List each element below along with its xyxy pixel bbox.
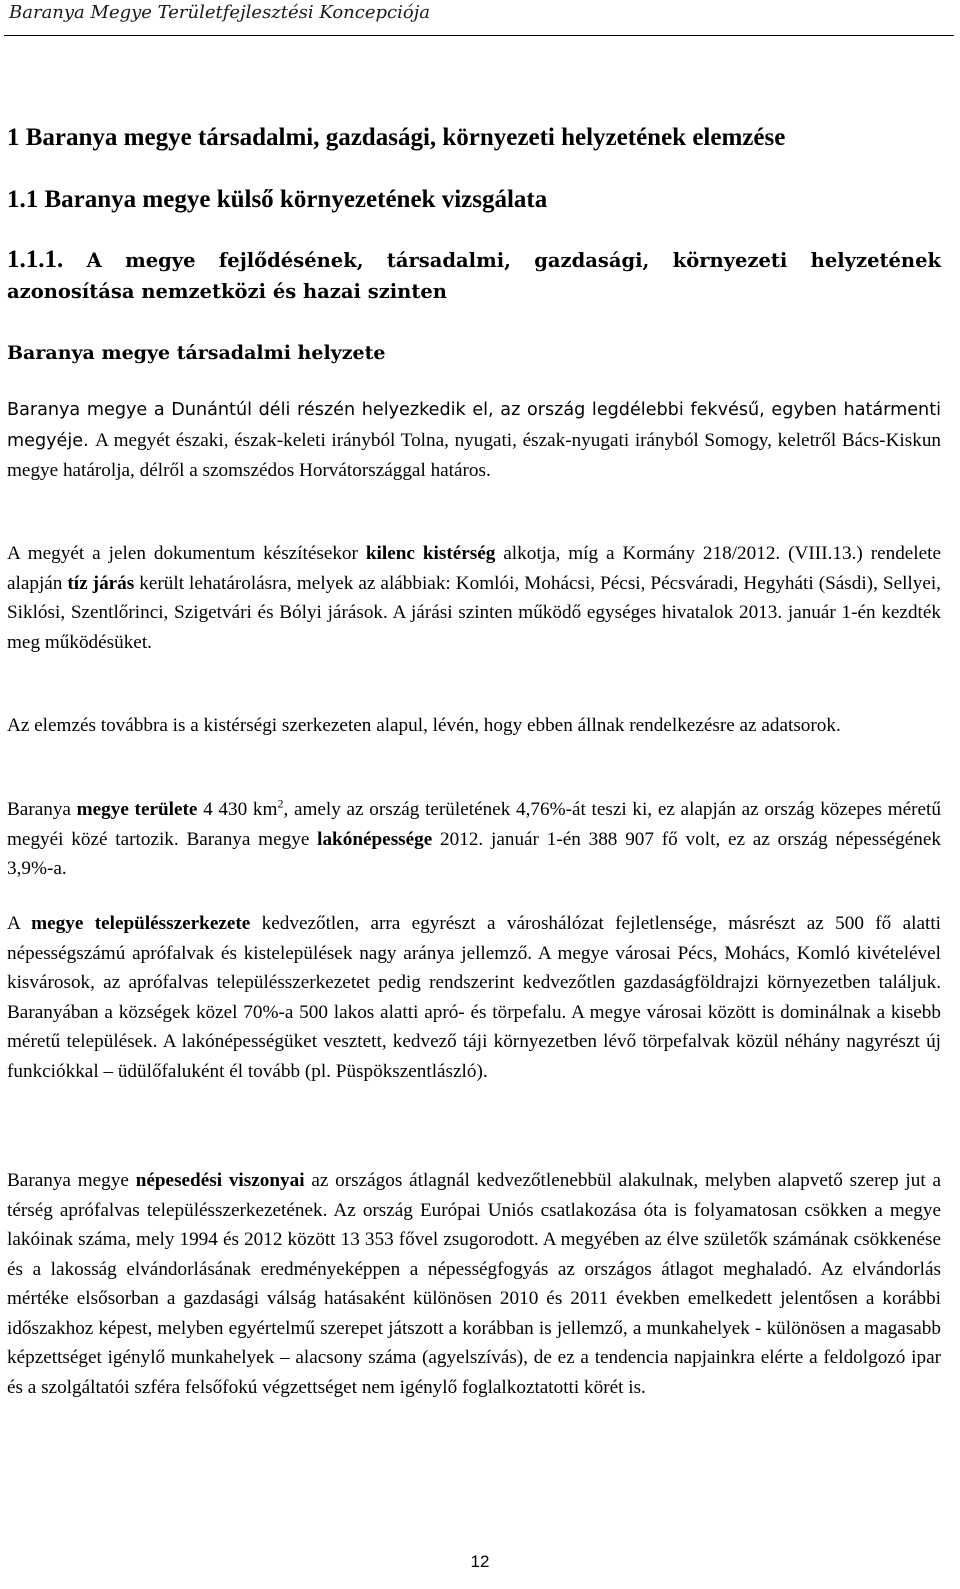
paragraph-location-serif: A megyét északi, észak-keleti irányból Tolna, nyugati, észak-nyugati irányból Somogy, keletről Bács-Kiskun megye határolja, délről a szomszédos Horvátországgal határos. [7, 429, 942, 481]
paragraph-demographics [7, 1166, 941, 1402]
section-subheading: Baranya megye társadalmi helyzete [7, 342, 386, 364]
bold-term: kilenc kistérség [365, 543, 496, 564]
paragraph-districts [7, 539, 941, 657]
bold-term: lakónépessége [317, 828, 433, 850]
paragraph-location [7, 396, 941, 487]
text-run: Baranya [7, 799, 77, 820]
superscript: 2 [277, 796, 284, 811]
text-run: 2012. január 1-én 388 907 fő volt, ez az ország népességének 3,9%-a. [7, 828, 941, 879]
paragraph-location-sans: Baranya megye a Dunántúl déli részén helyezkedik el, az ország legdélebbi fekvésű, egyben határmenti megyéje. [7, 400, 941, 451]
bold-term: megye településszerkezete [31, 913, 251, 934]
paragraph-area-population [7, 795, 941, 884]
heading-level-1: 1 Baranya megye társadalmi, gazdasági, környezeti helyzetének elemzése [7, 124, 786, 151]
text-run: , amely az ország területének 4,76%-át teszi ki, ez alapján az ország közepes méretű megyéi közé tartozik. Baranya megye [7, 799, 941, 850]
running-header: Baranya Megye Területfejlesztési Koncepciója [9, 2, 431, 23]
bold-term: megye területe [76, 799, 198, 820]
text-run: kedvezőtlen, arra egyrészt a városhálózat fejletlensége, másrészt az 500 fő alatti népességszámú aprófalvak és kistelepülések nagy aránya jellemző. A megye városai Pécs, Mohács, Komló kivételével kisvárosok, az aprófalvas településszerkezetet pedig rendszerint kedvezőtlen gazdaságföldrajzi környezetben találjuk. Baranyában a községek közel 70%-a 500 lakos alatti apró- és törpefalu. A megye városai között is dominálnak a kisebb méretű települések. A lakónépességüket vesztett, kedvező táji környezetben lévő törpefalvak közül néhány nagyrészt új funkciókkal – üdülőfaluként él tovább (pl. Püspökszentlászló). [7, 913, 941, 1082]
header-divider [4, 35, 954, 36]
heading-level-3-text: A megye fejlődésének, társadalmi, gazdasági, környezeti helyzetének azonosítása nemzetközi és hazai szinten [7, 249, 941, 303]
text-run: alkotja, míg a Kormány 218/2012. (VIII.13.) rendelete alapján [7, 543, 942, 594]
heading-level-2: 1.1 Baranya megye külső környezetének vizsgálata [7, 186, 548, 213]
text-run: Baranya megye [7, 1170, 136, 1191]
paragraph-analysis-basis: Az elemzés továbbra is a kistérségi szerkezeten alapul, lévén, hogy ebben állnak rendelkezésre az adatsorok. [7, 715, 841, 736]
bold-term: tíz járás [67, 572, 135, 594]
text-run: A megyét a jelen dokumentum készítésekor [7, 543, 366, 564]
heading-level-3-number: 1.1.1. [7, 246, 64, 273]
heading-level-3 [7, 244, 941, 307]
text-run: az országos átlagnál kedvezőtlenebbül alakulnak, melyben alapvető szerep jut a térség aprófalvas településszerkezetének. Az ország Európai Uniós csatlakozása óta is folyamatosan csökken a megye lakóinak száma, mely 1994 és 2012 között 13 353 fővel zsugorodott. A megyében az élve születők számának csökkenése és a lakosság elvándorlásának eredményeképpen a népességfogyás az országos átlagot meghaladó. Az elvándorlás mértéke elsősorban a gazdasági válság hatásaként különösen 2010 és 2011 években emelkedett jelentősen a korábbi időszakhoz képest, melyben egyértelmű szerepet játszott a korábban is jellemző, a munkahelyek - különösen a magasabb képzettséget igénylő munkahelyek – alacsony száma (agyelszívás), de ez a tendencia napjainkra elérte a feldolgozó ipar és a szolgáltatói szféra felsőfokú végzettséget nem igénylő foglalkoztatotti körét is. [7, 1170, 941, 1398]
text-run: 4 430 km [197, 799, 278, 820]
bold-term: népesedési viszonyai [135, 1170, 305, 1191]
page-number: 12 [470, 1552, 490, 1571]
text-run: került lehatárolásra, melyek az alábbiak: Komlói, Mohácsi, Pécsi, Pécsváradi, Hegyháti (Sásdi), Sellyei, Siklósi, Szentlőrinci, Szigetvári és Bólyi járások. A járási szinten működő egységes hivatalok 2013. január 1-én kezdték meg működésüket. [7, 572, 941, 653]
paragraph-settlement-structure [7, 909, 941, 1086]
text-run: A [7, 913, 32, 934]
